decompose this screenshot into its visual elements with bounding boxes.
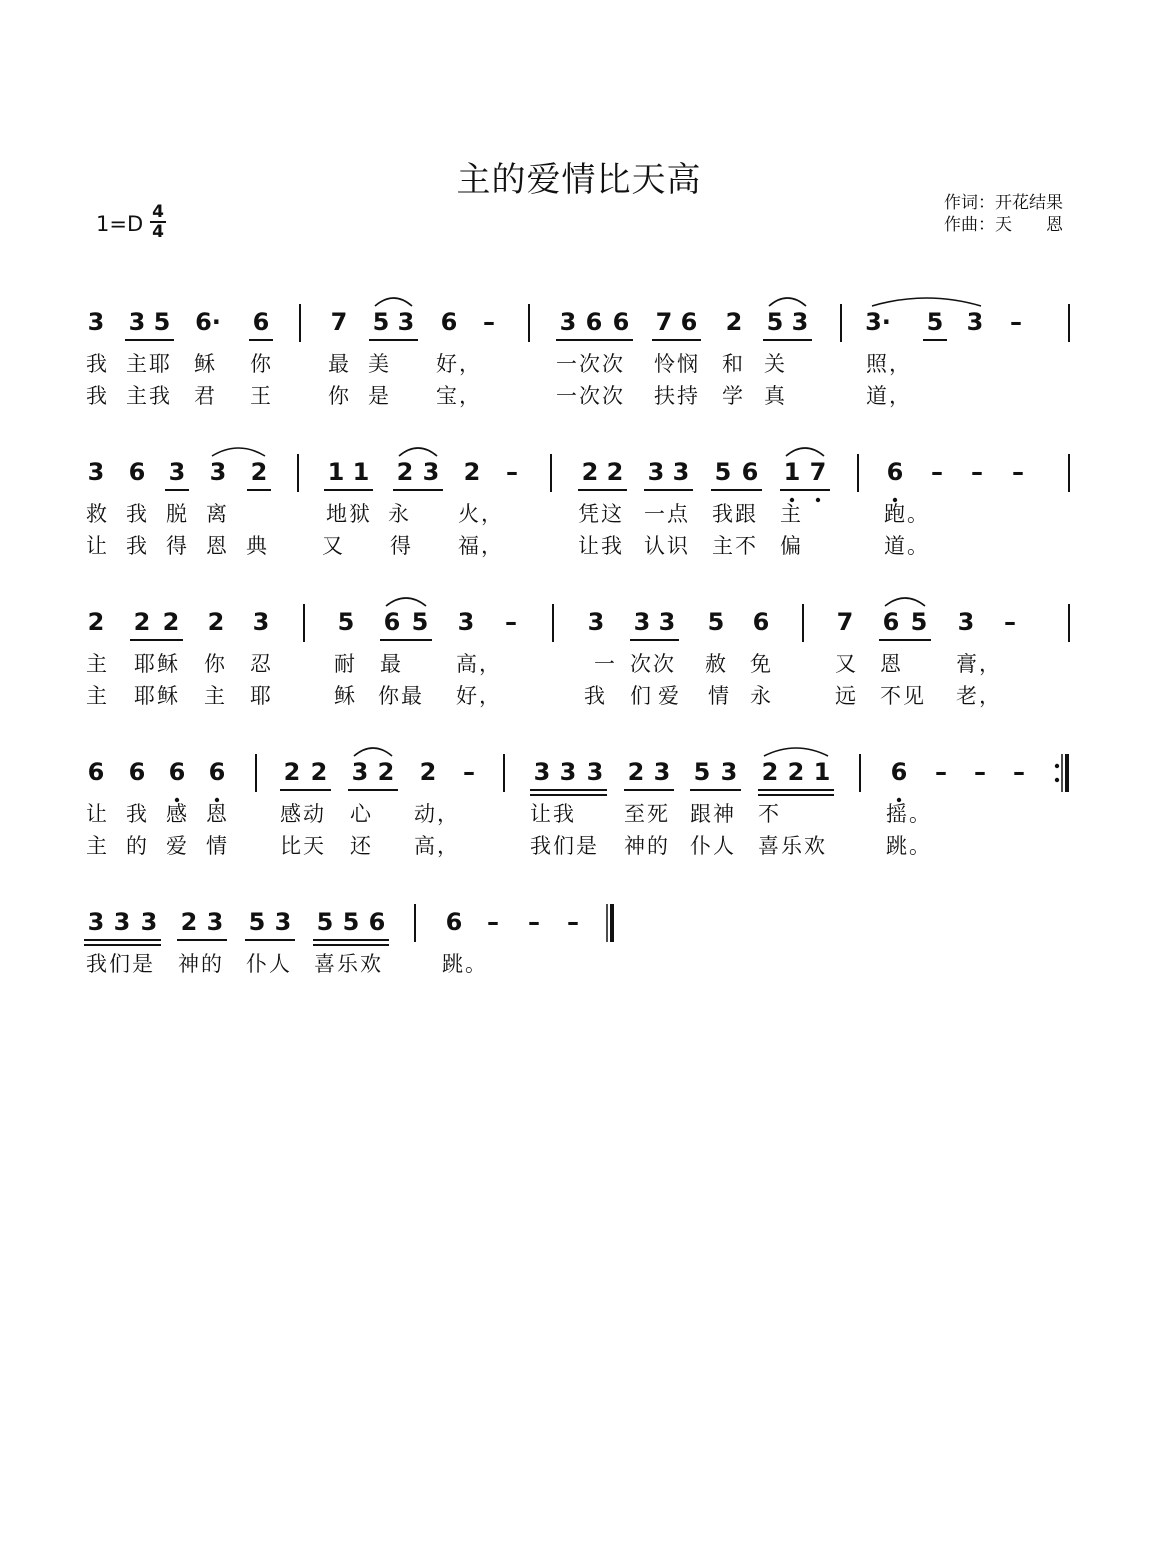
note: 3	[586, 758, 604, 786]
note: 3	[633, 608, 651, 636]
note: –	[528, 908, 540, 936]
note: 7	[836, 608, 854, 636]
lyric: 一点	[644, 502, 690, 526]
lyric: 道，	[866, 384, 912, 408]
note: 3	[533, 758, 551, 786]
lyric: 王	[250, 384, 271, 408]
lyric: 爱	[166, 834, 187, 858]
lyric: 让	[86, 802, 107, 826]
lyric: 主我	[126, 384, 172, 408]
slur	[885, 598, 925, 606]
note: 3	[351, 758, 369, 786]
lyric: 一	[594, 652, 615, 676]
lyric: 主耶	[126, 352, 172, 376]
note: 3	[672, 458, 690, 486]
lyric: 恩	[880, 652, 901, 676]
note: 5	[926, 308, 944, 336]
note: –	[971, 458, 983, 486]
lyric: 脱	[166, 502, 187, 526]
lyric: 偏	[780, 534, 801, 558]
lyric: 我跟	[712, 502, 758, 526]
note: 3	[957, 608, 975, 636]
lyric: 道。	[884, 534, 930, 558]
repeat-dot	[1055, 778, 1059, 782]
note: 5	[337, 608, 355, 636]
slur	[872, 298, 981, 306]
lyric: 凭这	[578, 502, 624, 526]
lyric: 跟神	[690, 802, 736, 826]
lyric: 又	[835, 652, 856, 676]
note: 6	[612, 308, 630, 336]
lyric: 喜乐欢	[758, 834, 827, 858]
lyric: 我	[86, 352, 107, 376]
note: 6	[368, 908, 386, 936]
lyric: 宝，	[436, 384, 482, 408]
lyric: 永	[388, 502, 409, 526]
lyric: 赦	[705, 652, 726, 676]
note: 7	[655, 308, 673, 336]
lyric: 稣	[194, 352, 215, 376]
note: 5	[411, 608, 429, 636]
lyric: 跳。	[442, 952, 488, 976]
slur	[386, 598, 426, 606]
lyric: 好，	[436, 352, 482, 376]
octave-dot	[897, 798, 901, 802]
lyric: 主	[86, 684, 107, 708]
note: 1	[783, 458, 801, 486]
note: 6	[585, 308, 603, 336]
note: 3	[422, 458, 440, 486]
note: 2	[787, 758, 805, 786]
note: 2	[250, 458, 268, 486]
note: 3	[559, 308, 577, 336]
note: 6	[445, 908, 463, 936]
lyric: 跑。	[884, 502, 930, 526]
note: 6	[128, 758, 146, 786]
note: 2	[377, 758, 395, 786]
note: 6	[680, 308, 698, 336]
lyric: 我们是	[86, 952, 155, 976]
lyric: 感动	[280, 802, 326, 826]
note: –	[567, 908, 579, 936]
note: 3	[647, 458, 665, 486]
lyric: 美	[368, 352, 389, 376]
slur	[212, 448, 265, 456]
lyric: 一次次	[556, 384, 625, 408]
key-signature: 1=D	[96, 212, 144, 236]
lyric: 照，	[866, 352, 912, 376]
octave-dot	[816, 498, 820, 502]
note: 3	[168, 458, 186, 486]
lyric: 不	[758, 802, 779, 826]
note: 6	[741, 458, 759, 486]
lyric: 又	[322, 534, 343, 558]
note: 3	[87, 308, 105, 336]
note: 6·	[195, 308, 221, 336]
lyric: 主	[204, 684, 225, 708]
note: –	[1012, 458, 1024, 486]
note: –	[974, 758, 986, 786]
note: 5	[693, 758, 711, 786]
lyric: 让我	[578, 534, 624, 558]
lyric: 一次次	[556, 352, 625, 376]
note: 6	[890, 758, 908, 786]
lyric: 不见	[880, 684, 926, 708]
note: 3	[274, 908, 292, 936]
lyric: 福，	[458, 534, 504, 558]
lyric: 我们是	[530, 834, 599, 858]
note: 2	[761, 758, 779, 786]
lyric: 最	[328, 352, 349, 376]
note: 6	[882, 608, 900, 636]
lyric: 免	[750, 652, 771, 676]
lyric: 永	[750, 684, 771, 708]
lyric: 动，	[414, 802, 460, 826]
lyric: 我	[126, 534, 147, 558]
note: 6	[252, 308, 270, 336]
note: 6	[440, 308, 458, 336]
lyric: 你最	[378, 684, 424, 708]
slur	[354, 748, 392, 756]
lyric: 耶稣	[134, 652, 180, 676]
lyric: 主	[86, 834, 107, 858]
lyric: 神的	[178, 952, 224, 976]
note: –	[487, 908, 499, 936]
note: 3	[791, 308, 809, 336]
note: 3	[587, 608, 605, 636]
octave-dot	[893, 498, 897, 502]
note: 2	[725, 308, 743, 336]
lyric: 耶稣	[134, 684, 180, 708]
lyric: 得	[390, 534, 411, 558]
note: 3	[966, 308, 984, 336]
octave-dot	[175, 798, 179, 802]
note: 6	[752, 608, 770, 636]
repeat-dot	[1055, 764, 1059, 768]
lyric: 忍	[250, 652, 271, 676]
note: 7	[330, 308, 348, 336]
note: 1	[813, 758, 831, 786]
note: –	[506, 458, 518, 486]
note: 5	[248, 908, 266, 936]
slur	[375, 298, 412, 306]
lyric: 喜乐欢	[314, 952, 383, 976]
note: 6	[383, 608, 401, 636]
lyric: 地狱	[326, 502, 372, 526]
lyric: 感	[166, 802, 187, 826]
lyric: 认识	[644, 534, 690, 558]
slur	[764, 748, 828, 756]
note: –	[463, 758, 475, 786]
lyric: 你	[328, 384, 349, 408]
lyric: 我	[126, 802, 147, 826]
note: 6	[87, 758, 105, 786]
lyric: 们	[630, 684, 651, 708]
lyric: 学	[722, 384, 743, 408]
note: –	[505, 608, 517, 636]
slur	[786, 448, 824, 456]
note: 6	[128, 458, 146, 486]
note: –	[1004, 608, 1016, 636]
lyric: 高，	[414, 834, 460, 858]
note: 3	[209, 458, 227, 486]
lyric: 和	[722, 352, 743, 376]
lyric: 跳。	[886, 834, 932, 858]
note: 3	[397, 308, 415, 336]
lyric: 好，	[456, 684, 502, 708]
note: 2	[581, 458, 599, 486]
note: 2	[419, 758, 437, 786]
lyric: 让	[86, 534, 107, 558]
note: 5	[766, 308, 784, 336]
lyric: 仆人	[246, 952, 292, 976]
lyric: 我	[584, 684, 605, 708]
note: 2	[162, 608, 180, 636]
note: 6	[168, 758, 186, 786]
lyric: 主	[86, 652, 107, 676]
lyric: 君	[194, 384, 215, 408]
lyricist-credit: 作词：开花结果	[944, 193, 1063, 213]
lyric: 至死	[624, 802, 670, 826]
lyric: 你	[204, 652, 225, 676]
lyric: 次次	[630, 652, 676, 676]
note: 5	[707, 608, 725, 636]
composer-credit: 作曲：天 恩	[944, 215, 1063, 235]
note: 3	[720, 758, 738, 786]
lyric: 耐	[334, 652, 355, 676]
note: 2	[283, 758, 301, 786]
lyric: 恩	[206, 802, 227, 826]
lyric: 真	[764, 384, 785, 408]
note: 5	[372, 308, 390, 336]
time-signature-top: 4	[150, 203, 166, 223]
time-signature-bottom: 4	[152, 222, 164, 242]
octave-dot	[215, 798, 219, 802]
note: 6	[208, 758, 226, 786]
note: 2	[180, 908, 198, 936]
lyric: 主	[780, 502, 801, 526]
note: 3	[658, 608, 676, 636]
lyric: 扶持	[654, 384, 700, 408]
note: –	[483, 308, 495, 336]
lyric: 你	[250, 352, 271, 376]
note: 3	[252, 608, 270, 636]
note: 3·	[865, 308, 891, 336]
lyric: 高，	[456, 652, 502, 676]
lyric: 恩	[206, 534, 227, 558]
slur	[769, 298, 806, 306]
lyric: 神的	[624, 834, 670, 858]
note: 3	[140, 908, 158, 936]
note: –	[935, 758, 947, 786]
note: –	[931, 458, 943, 486]
lyric: 怜悯	[654, 352, 700, 376]
note: 3	[457, 608, 475, 636]
lyric: 典	[246, 534, 267, 558]
lyric: 的	[126, 834, 147, 858]
note: 2	[310, 758, 328, 786]
note: 3	[87, 908, 105, 936]
note: 2	[606, 458, 624, 486]
note: 2	[133, 608, 151, 636]
note: 7	[809, 458, 827, 486]
note: 3	[559, 758, 577, 786]
lyric: 膏，	[956, 652, 1002, 676]
note: 5	[153, 308, 171, 336]
lyric: 情	[206, 834, 227, 858]
note: 1	[352, 458, 370, 486]
note: 2	[396, 458, 414, 486]
note: 5	[316, 908, 334, 936]
lyric: 是	[368, 384, 389, 408]
song-title: 主的爱情比天高	[456, 160, 702, 200]
note: 3	[128, 308, 146, 336]
lyric: 我	[86, 384, 107, 408]
lyric: 关	[764, 352, 785, 376]
lyric: 远	[835, 684, 856, 708]
note: 2	[87, 608, 105, 636]
note: 2	[207, 608, 225, 636]
note: 3	[653, 758, 671, 786]
lyric: 主不	[712, 534, 758, 558]
slur	[399, 448, 437, 456]
lyric: 最	[380, 652, 401, 676]
note: –	[1010, 308, 1022, 336]
lyric: 稣	[334, 684, 355, 708]
note: 3	[206, 908, 224, 936]
note: 1	[327, 458, 345, 486]
lyric: 我	[126, 502, 147, 526]
note: 5	[714, 458, 732, 486]
lyric: 爱	[658, 684, 679, 708]
lyric: 离	[206, 502, 227, 526]
lyric: 仆人	[690, 834, 736, 858]
note: 2	[463, 458, 481, 486]
lyric: 心	[350, 802, 371, 826]
lyric: 耶	[250, 684, 271, 708]
note: 5	[342, 908, 360, 936]
lyric: 让我	[530, 802, 576, 826]
note: 2	[627, 758, 645, 786]
lyric: 摇。	[886, 802, 932, 826]
note: 5	[910, 608, 928, 636]
lyric: 情	[708, 684, 729, 708]
lyric: 比天	[280, 834, 326, 858]
lyric: 救	[86, 502, 107, 526]
lyric: 火，	[458, 502, 504, 526]
lyric: 老，	[956, 684, 1002, 708]
lyric: 还	[350, 834, 371, 858]
note: 3	[113, 908, 131, 936]
note: 3	[87, 458, 105, 486]
note: 6	[886, 458, 904, 486]
note: –	[1013, 758, 1025, 786]
octave-dot	[790, 498, 794, 502]
lyric: 得	[166, 534, 187, 558]
